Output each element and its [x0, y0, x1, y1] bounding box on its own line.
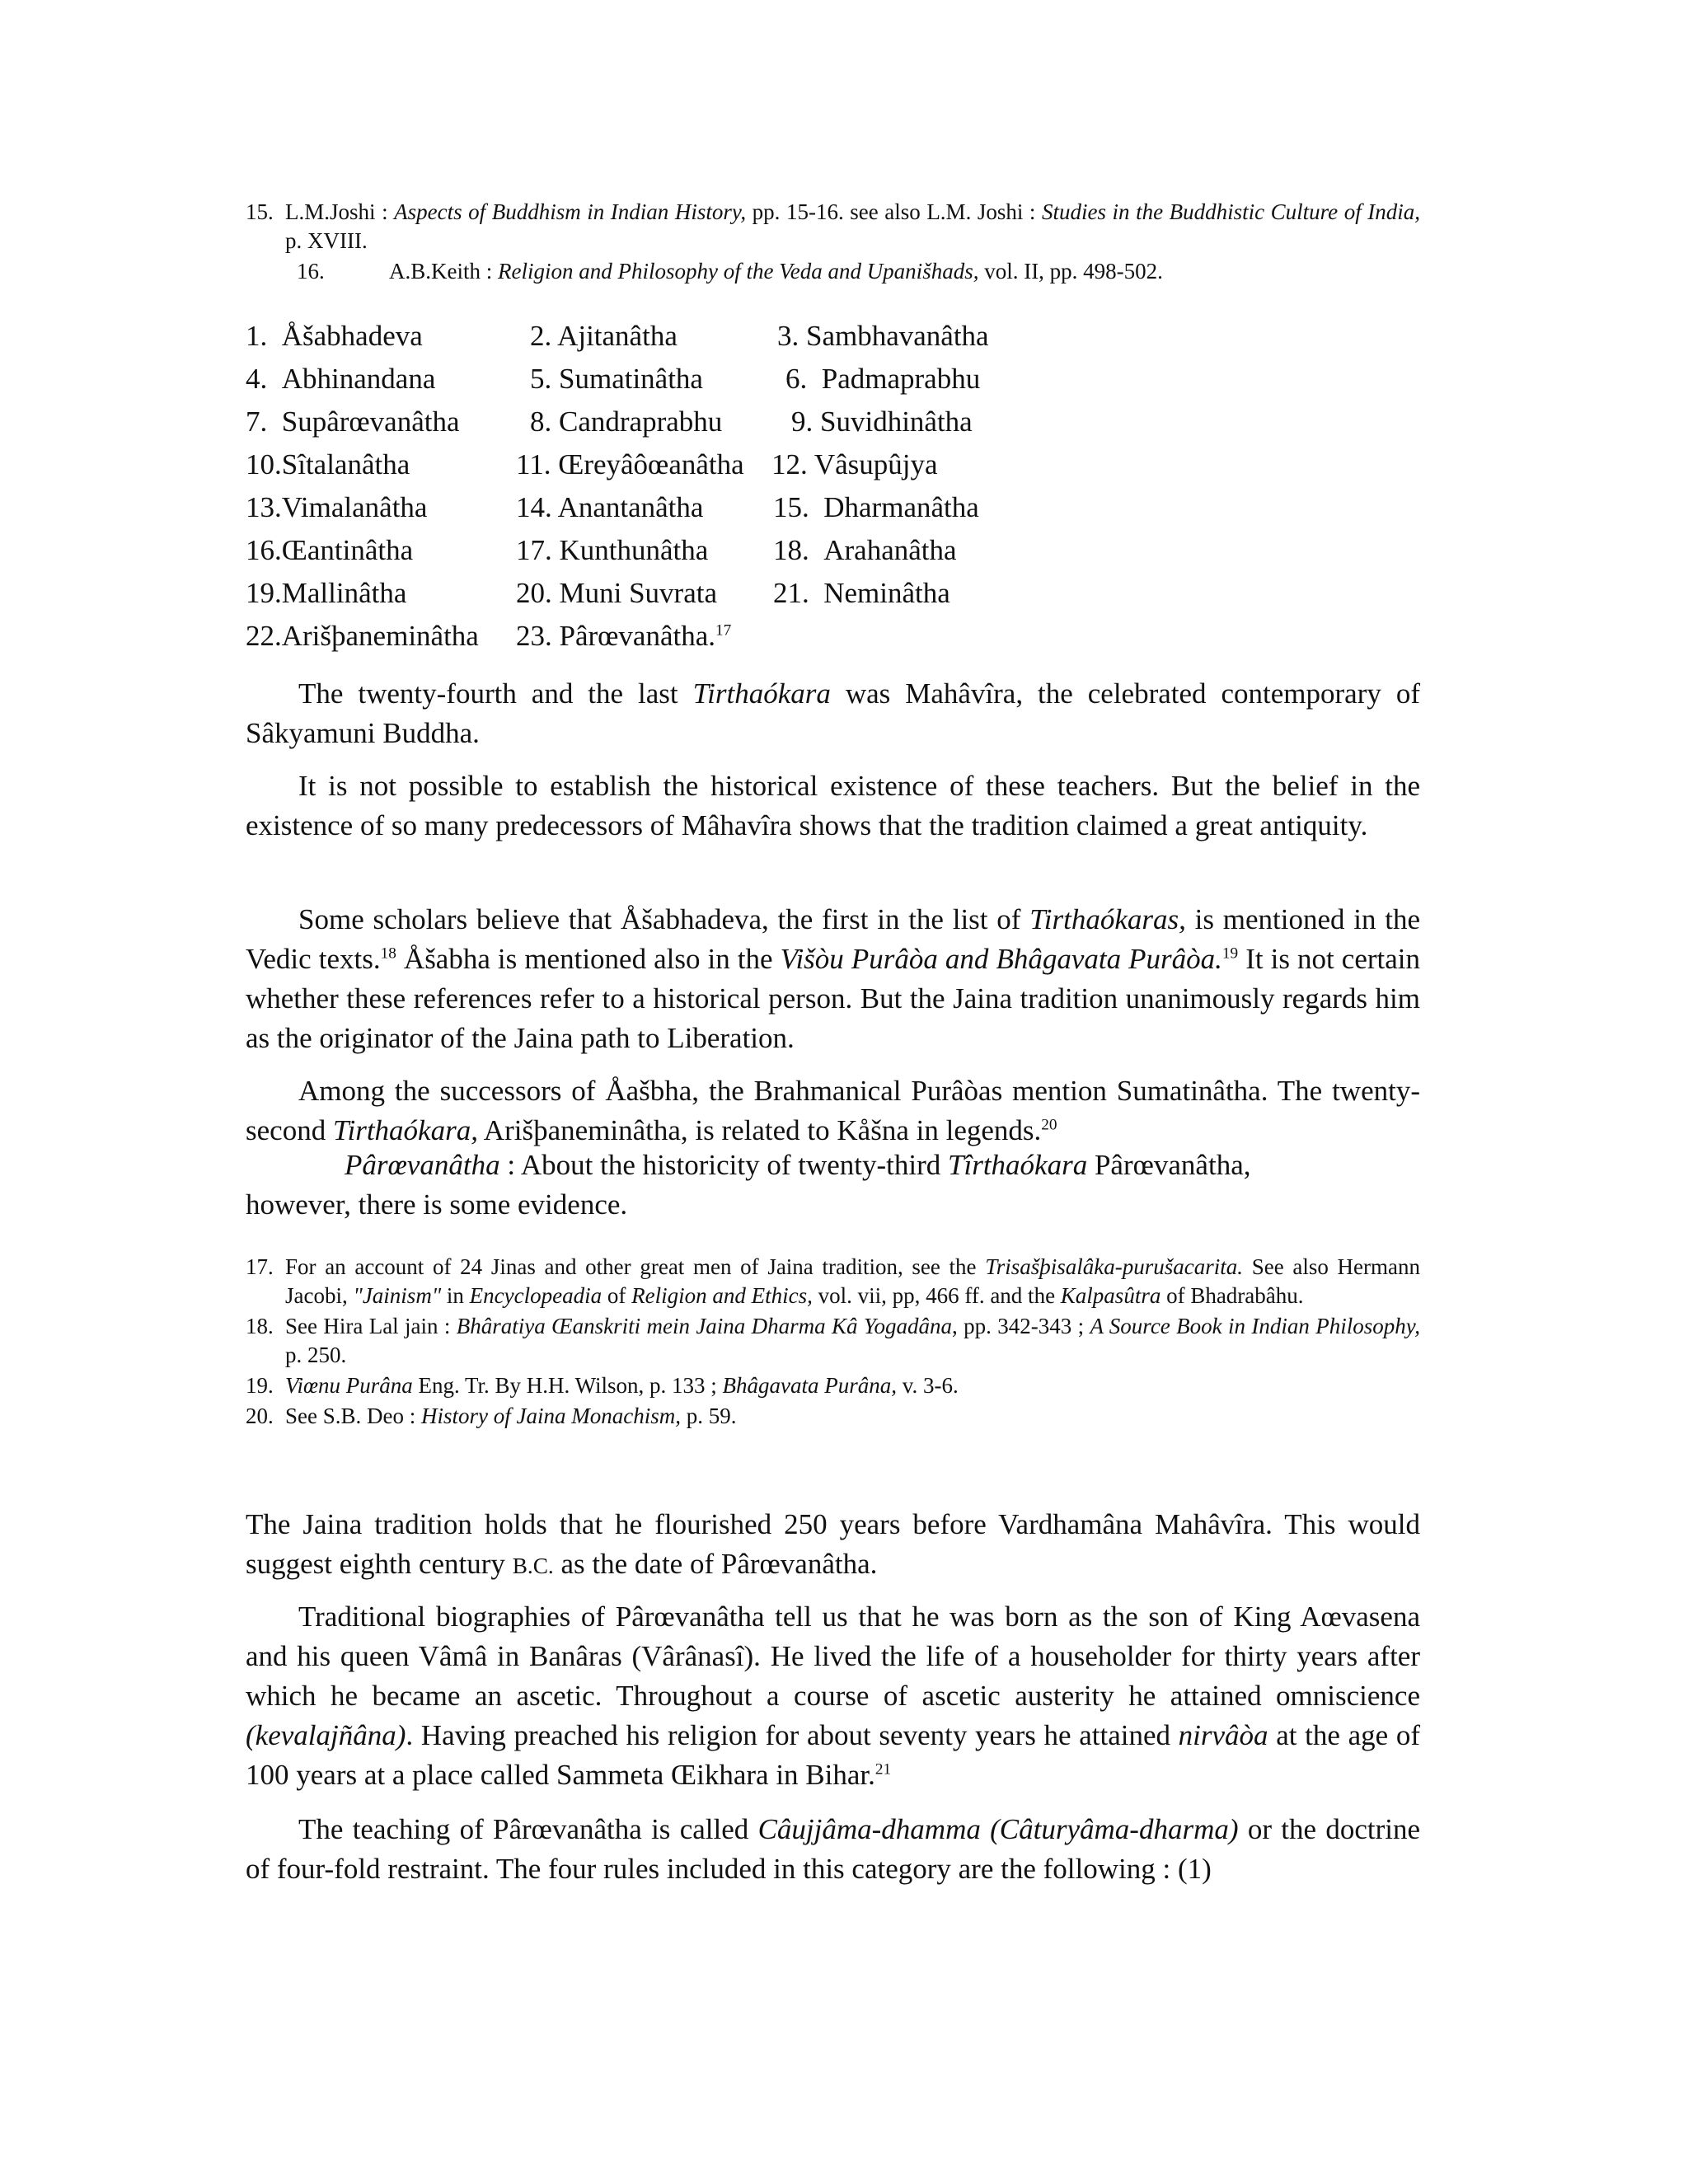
paragraph: The Jaina tradition holds that he flourished 250 years before Vardhamâna Mahâvîra. This would suggest eighth century B.C. as the date of Pârœvanâtha.	[246, 1508, 1420, 1580]
list-item: 21. Neminâtha	[773, 577, 950, 609]
list-row	[246, 443, 1070, 486]
list-item: 17. Kunthunâtha	[516, 534, 709, 566]
footnote-author: L.M.Joshi :	[285, 199, 395, 224]
list-item: 1. Åšabhadeva	[246, 320, 423, 352]
paragraph: Traditional biographies of Pârœvanâtha tell us that he was born as the son of King Aœvasena and his queen Vâmâ in Banâras (Vârânasî). He lived the life of a householder for thirty years after which he became an ascetic. Throughout a course of ascetic austerity he attained omniscience (kevalajñâna). Having preached his religion for about seventy years he attained nirvâòa at the age of 100 years at a place called Sammeta Œikhara in Bihar.$^{21}$	[246, 1601, 1420, 1791]
list-item: 4. Abhinandana	[246, 363, 436, 395]
footnote-text: vol. II, pp. 498-502.	[978, 259, 1163, 284]
list-item: 19.Mallinâtha	[246, 577, 407, 609]
list-item: 8. Candraprabhu	[530, 405, 723, 438]
list-item: 3. Sambhavanâtha	[777, 320, 989, 352]
footnote-text: pp. 15-16. see also L.M. Joshi :	[746, 199, 1042, 224]
list-row	[246, 358, 1070, 401]
footnote-ref: 21	[874, 1760, 892, 1779]
list-row	[246, 572, 1070, 615]
footnote-text: p. XVIII.	[285, 228, 368, 253]
footnote-number: 20.	[246, 1404, 274, 1428]
list-item: 9. Suvidhinâtha	[791, 405, 973, 438]
footnote-number: 15.	[246, 199, 274, 224]
list-item: 7. Supârœvanâtha	[246, 405, 460, 438]
list-item: 2. Ajitanâtha	[530, 320, 678, 352]
paragraph: The teaching of Pârœvanâtha is called Câujjâma-dhamma (Câturyâma-dharma) or the doctrine of four-fold restraint. The four rules included in this category are the following : (1)	[246, 1813, 1420, 1885]
list-item: 15. Dharmanâtha	[773, 491, 979, 523]
list-item: 22.Arišþaneminâtha	[246, 620, 479, 652]
list-item: 11. Œreyâôœanâtha	[516, 448, 744, 480]
paragraph: Among the successors of Åašbha, the Brahmanical Purâòas mention Sumatinâtha. The twenty-second Tirthaókara, Arišþaneminâtha, is related to Kåšna in legends.$^{20}$	[246, 1075, 1420, 1146]
footnote-ref: 20	[1041, 1116, 1057, 1134]
footnotes-mid	[246, 1253, 1420, 1432]
footnote-title: Aspects of Buddhism in Indian History,	[394, 199, 747, 224]
footnote-number: 18.	[246, 1314, 274, 1338]
list-row	[246, 486, 1070, 529]
footnote-number: 19.	[246, 1373, 274, 1398]
list-item: 14. Anantanâtha	[516, 491, 704, 523]
footnote-title: Religion and Philosophy of the Veda and Upanišhads,	[498, 259, 979, 284]
list-row	[246, 615, 1070, 658]
footnote-author: A.B.Keith :	[389, 259, 498, 284]
list-item: 16.Œantinâtha	[246, 534, 414, 566]
list-item: 13.Vimalanâtha	[246, 491, 428, 523]
footnote-19: 19. Viœnu Purâna Eng. Tr. By H.H. Wilson, p. 133 ; Bhâgavata Purâna, v. 3-6.	[246, 1371, 1420, 1400]
tirthankara-list	[246, 315, 1070, 658]
section-heading: Pârœvanâtha	[345, 1149, 500, 1181]
paragraph: The twenty-fourth and the last Tirthaókara was Mahâvîra, the celebrated contemporary of Sâkyamuni Buddha.	[246, 677, 1420, 749]
paragraph: It is not possible to establish the historical existence of these teachers. But the belief in the existence of so many predecessors of Mâhavîra shows that the tradition claimed a great antiquity.	[246, 770, 1420, 841]
footnote-16	[246, 257, 1420, 286]
list-item: 20. Muni Suvrata	[516, 577, 718, 609]
footnotes-top	[246, 198, 1420, 288]
footnote-ref: 18	[380, 944, 396, 963]
list-item: 10.Sîtalanâtha	[246, 448, 410, 480]
footnote-number: 16.	[297, 259, 325, 284]
paragraph: Some scholars believe that Åšabhadeva, the first in the list of Tirthaókaras, is mentioned in the Vedic texts.$^{18}$ Åšabha is mentioned also in the Višòu Purâòa and Bhâgavata Purâòa.$^{19}$ It is not certain whether these references refer to a historical person. But the Jaina tradition unanimously regards him as the originator of the Jaina path to Liberation.	[246, 903, 1421, 1054]
list-row	[246, 401, 1070, 443]
footnote-title: Studies in the Buddhistic Culture of India,	[1041, 199, 1420, 224]
footnote-20: 20. See S.B. Deo : History of Jaina Monachism, p. 59.	[246, 1402, 1420, 1431]
footnote-ref: 17	[715, 621, 732, 640]
list-item: 5. Sumatinâtha	[530, 363, 703, 395]
list-item: 12. Vâsupûjya	[771, 448, 938, 480]
footnote-17: 17. For an account of 24 Jinas and other great men of Jaina tradition, see the Trisašþisalâka-purušacarita. See also Hermann Jacobi, "Jainism" in Encyclopeadia of Religion and Ethics, vol. vii, pp, 466 ff. and the Kalpasûtra of Bhadrabâhu.	[246, 1254, 1420, 1308]
paragraph: Pârœvanâtha : About the historicity of twenty-third Tîrthaókara Pârœvanâtha, however, there is some evidence.	[246, 1149, 1251, 1221]
list-row	[246, 315, 1070, 358]
list-item: 23. Pârœvanâtha.$^{17}$	[516, 620, 732, 652]
list-row	[246, 529, 1070, 572]
list-item: 6. Padmaprabhu	[785, 363, 981, 395]
footnote-ref: 19	[1221, 944, 1239, 963]
footnote-15	[246, 198, 1420, 255]
footnote-18: 18. See Hira Lal jain : Bhâratiya Œanskriti mein Jaina Dharma Kâ Yogadâna, pp. 342-343 ; A Source Book in Indian Philosophy, p. 250.	[246, 1314, 1420, 1367]
list-item: 18. Arahanâtha	[773, 534, 957, 566]
footnote-number: 17.	[246, 1254, 274, 1279]
